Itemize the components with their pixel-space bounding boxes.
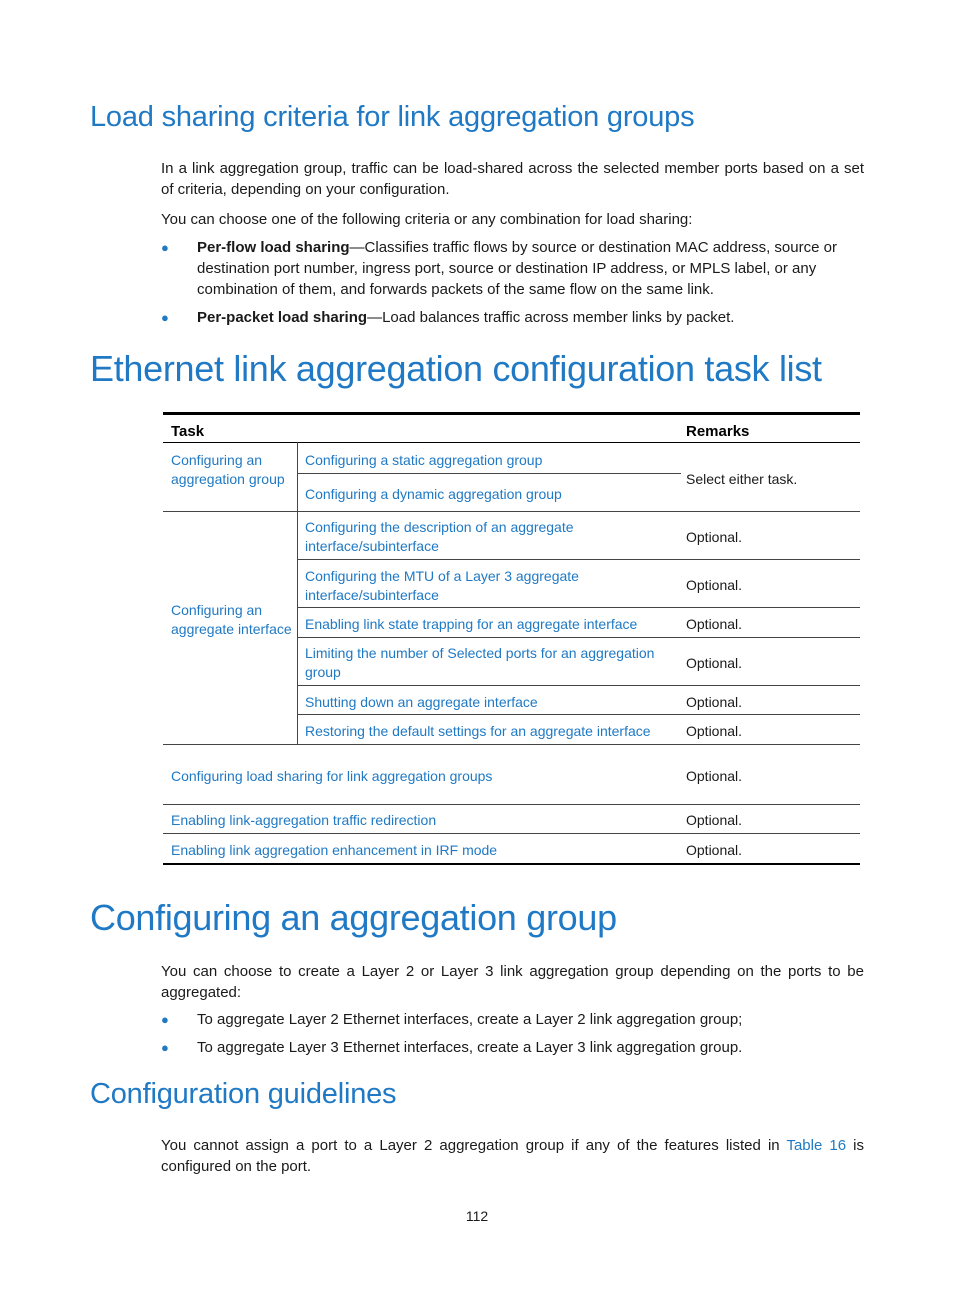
- column-divider: [297, 511, 298, 744]
- table-header-task: Task: [171, 423, 205, 440]
- remark-select-either: Select either task.: [686, 471, 798, 487]
- paragraph-text: You cannot assign a port to a Layer 2 aggregation group if any of the features listed in: [161, 1137, 787, 1154]
- task-link-static-group[interactable]: Configuring a static aggregation group: [305, 452, 543, 468]
- section-title-config-group: Configuring an aggregation group: [90, 897, 617, 938]
- table-header-remarks: Remarks: [686, 423, 750, 440]
- paragraph: You can choose one of the following criteria or any combination for load sharing:: [161, 211, 693, 228]
- task-link-description[interactable]: Configuring the description of an aggregate interface/subinterface: [305, 519, 574, 554]
- remark-optional: Optional.: [686, 655, 743, 671]
- column-divider: [297, 442, 298, 511]
- task-link-load-sharing[interactable]: Configuring load sharing for link aggregation groups: [171, 768, 493, 784]
- section-title-guidelines: Configuration guidelines: [90, 1078, 397, 1110]
- bullet-description: —Load balances traffic across member links by packet.: [367, 309, 735, 326]
- task-link-dynamic-group[interactable]: Configuring a dynamic aggregation group: [305, 486, 562, 502]
- remark-optional: Optional.: [686, 812, 743, 828]
- row-divider: [297, 714, 860, 715]
- paragraph: In a link aggregation group, traffic can be load-shared across the selected member ports based on a set of criteria, depending on your configuration.: [161, 160, 864, 198]
- remark-optional: Optional.: [686, 529, 743, 545]
- bullet-text: [197, 307, 864, 328]
- bullet-item: [161, 237, 864, 300]
- bullet-text: [197, 237, 864, 300]
- bullet-icon: ●: [161, 310, 169, 325]
- bullet-icon: ●: [161, 1012, 169, 1027]
- row-divider: [297, 685, 860, 686]
- row-divider: [297, 607, 860, 608]
- row-divider: [163, 744, 860, 745]
- task-link-traffic-redirection[interactable]: Enabling link-aggregation traffic redirection: [171, 812, 437, 828]
- bullet-item: [161, 307, 864, 328]
- row-divider: [163, 804, 860, 805]
- table-top-rule: [163, 412, 860, 415]
- remark-optional: Optional.: [686, 577, 743, 593]
- bullet-icon: ●: [161, 240, 169, 255]
- row-divider: [297, 473, 681, 474]
- paragraph: You can choose to create a Layer 2 or Layer 3 link aggregation group depending on the ports to be aggregated:: [161, 963, 864, 1001]
- table-header-rule: [163, 442, 860, 443]
- remark-optional: Optional.: [686, 842, 743, 858]
- group-label-aggregate-interface[interactable]: Configuring an aggregate interface: [171, 602, 292, 637]
- task-link-limit-selected-ports[interactable]: Limiting the number of Selected ports for an aggregation group: [305, 645, 655, 680]
- group-label-aggregation-group[interactable]: Configuring an aggregation group: [171, 452, 285, 487]
- paragraph-text: is configured on the port.: [161, 1137, 864, 1175]
- table-16-link[interactable]: Table 16: [786, 1137, 847, 1154]
- bullet-text: To aggregate Layer 2 Ethernet interfaces, create a Layer 2 link aggregation group;: [197, 1011, 743, 1028]
- section-title-task-list: Ethernet link aggregation configuration task list: [90, 348, 822, 389]
- remark-optional: Optional.: [686, 616, 743, 632]
- bullet-term: Per-packet load sharing: [197, 309, 368, 326]
- table-bottom-rule: [163, 863, 860, 865]
- remark-optional: Optional.: [686, 694, 743, 710]
- row-divider: [297, 637, 860, 638]
- task-link-mtu[interactable]: Configuring the MTU of a Layer 3 aggregate interface/subinterface: [305, 568, 579, 603]
- bullet-item: [161, 1009, 864, 1030]
- remark-optional: Optional.: [686, 723, 743, 739]
- bullet-description: —Classifies traffic flows by source or destination MAC address, source or destination port number, ingress port, source or destination IP address, or MPLS label, or any combination of them, and forwards packets of the same flow on the same link.: [197, 239, 837, 298]
- task-link-shutdown[interactable]: Shutting down an aggregate interface: [305, 694, 538, 710]
- bullet-term: Per-flow load sharing: [197, 239, 350, 256]
- bullet-icon: ●: [161, 1040, 169, 1055]
- page-number: 112: [465, 1208, 489, 1224]
- task-link-irf-enhancement[interactable]: Enabling link aggregation enhancement in IRF mode: [171, 842, 498, 858]
- section-title-load-sharing: Load sharing criteria for link aggregation groups: [90, 101, 695, 133]
- paragraph: [161, 1135, 864, 1177]
- task-link-link-state-trapping[interactable]: Enabling link state trapping for an aggregate interface: [305, 616, 638, 632]
- row-divider: [163, 833, 860, 834]
- remark-optional: Optional.: [686, 768, 743, 784]
- bullet-text: To aggregate Layer 3 Ethernet interfaces, create a Layer 3 link aggregation group.: [197, 1039, 743, 1056]
- row-divider: [163, 511, 860, 512]
- task-link-restore-defaults[interactable]: Restoring the default settings for an aggregate interface: [305, 723, 651, 739]
- row-divider: [297, 559, 860, 560]
- bullet-item: [161, 1037, 864, 1058]
